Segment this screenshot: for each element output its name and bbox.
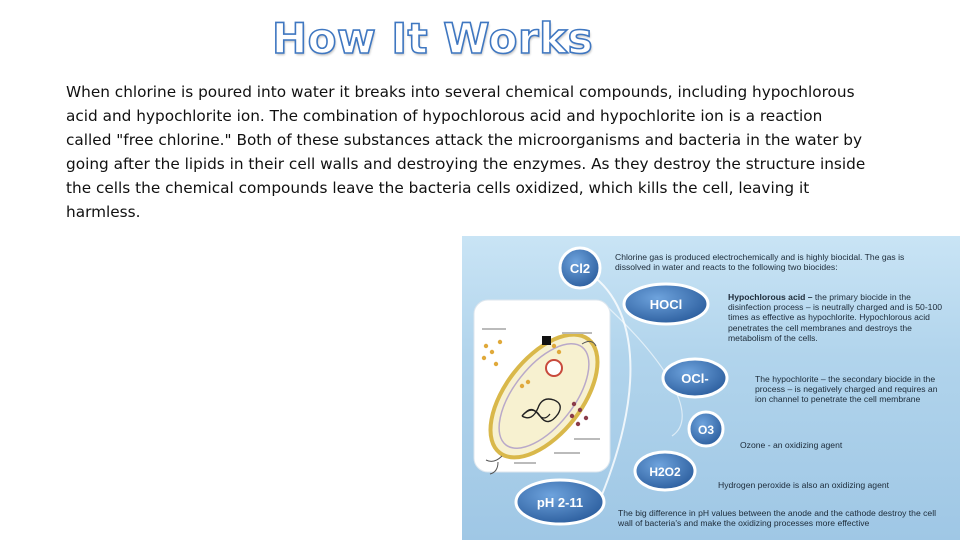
bubble-label-cl2: Cl2 bbox=[569, 261, 591, 276]
note-hocl-term: Hypochlorous acid – bbox=[728, 292, 813, 302]
note-ocl: The hypochlorite – the secondary biocide in the process – is negatively charged and requires an ion channel to penetrate the cell membrane bbox=[755, 374, 938, 405]
note-hocl-text: the primary biocide in the disinfection process – is neutrally charged and is 50-100 times as effective as hypochlorite. Hypochlorous acid penetrates the cell membranes and destroys the metabolism of the cells. bbox=[728, 292, 943, 343]
bubble-label-ocl: OCl- bbox=[681, 371, 709, 386]
chlorine-disinfection-figure bbox=[462, 236, 960, 540]
bubble-label-ph: pH 2-11 bbox=[536, 495, 584, 510]
page-title: How It Works bbox=[272, 14, 594, 63]
note-ph: The big difference in pH values between the anode and the cathode destroy the cell wall of bacteria's and make the oxidizing processes more effective bbox=[618, 508, 937, 529]
bacteria-cell-illustration bbox=[470, 300, 619, 476]
note-hocl bbox=[728, 292, 948, 343]
bubble-label-hocl: HOCl bbox=[649, 297, 683, 312]
note-cl2: Chlorine gas is produced electrochemically and is highly biocidal. The gas is dissolved in water and reacts to the following two biocides: bbox=[615, 252, 905, 273]
bubble-label-h2o2: H2O2 bbox=[649, 465, 681, 479]
note-h2o2: Hydrogen peroxide is also an oxidizing agent bbox=[718, 480, 890, 490]
note-o3: Ozone - an oxidizing agent bbox=[740, 440, 843, 450]
body-paragraph: When chlorine is poured into water it breaks into several chemical compounds, including hypochlorous acid and hypochlorite ion. The combination of hypochlorous acid and hypochlorite ion is a reaction called "free chlorine." Both of these substances attack the microorganisms and bacteria in the water by going after the lipids in their cell walls and destroying the enzymes. As they destroy the structure inside the cells the chemical compounds leave the bacteria cells oxidized, which kills the cell, leaving it harmless. bbox=[66, 83, 866, 221]
bubble-label-o3: O3 bbox=[697, 423, 715, 437]
